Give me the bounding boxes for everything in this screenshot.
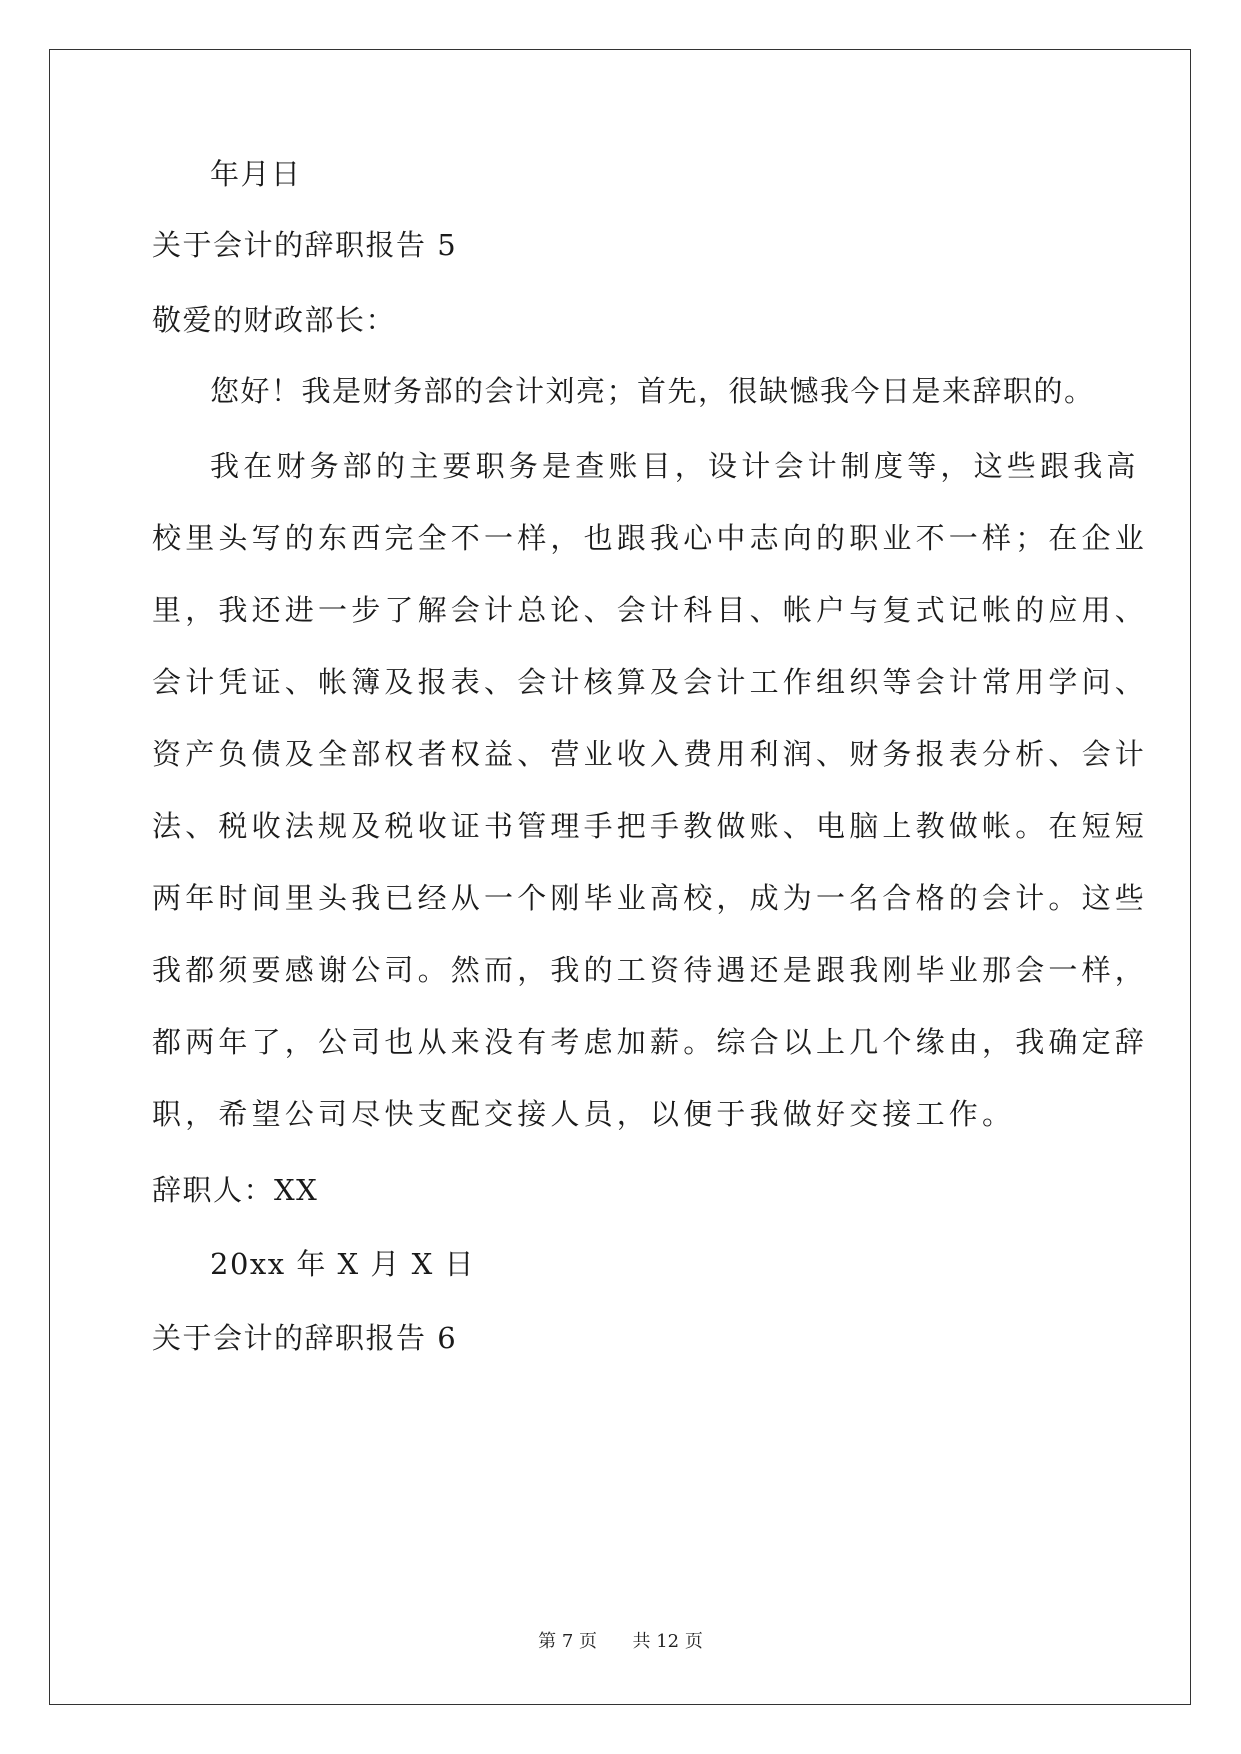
paragraph-line-2: 校里头写的东西完全不一样，也跟我心中志向的职业不一样；在企业 bbox=[152, 521, 1149, 555]
paragraph-line-7: 两年时间里头我已经从一个刚毕业高校，成为一名合格的会计。这些 bbox=[152, 881, 1149, 915]
paragraph-line-5: 资产负债及全部权者权益、营业收入费用利润、财务报表分析、会计 bbox=[152, 737, 1149, 771]
page-footer bbox=[0, 1630, 1241, 1654]
paragraph-line-6: 法、税收法规及税收证书管理手把手教做账、电脑上教做帐。在短短 bbox=[152, 809, 1149, 843]
paragraph-line-10: 职，希望公司尽快支配交接人员，以便于我做好交接工作。 bbox=[152, 1097, 1016, 1131]
paragraph-line-9: 都两年了，公司也从来没有考虑加薪。综合以上几个缘由，我确定辞 bbox=[152, 1025, 1149, 1059]
heading-report-5: 关于会计的辞职报告 5 bbox=[152, 228, 458, 262]
paragraph-line-4: 会计凭证、帐簿及报表、会计核算及会计工作组织等会计常用学问、 bbox=[152, 665, 1149, 699]
greeting-line: 您好！我是财务部的会计刘亮；首先，很缺憾我今日是来辞职的。 bbox=[210, 374, 1095, 408]
page-border bbox=[49, 49, 1191, 1705]
page-number: 第 7 页 bbox=[538, 1631, 598, 1652]
date-placeholder: 年月日 bbox=[210, 157, 302, 191]
page-total: 共 12 页 bbox=[632, 1631, 703, 1652]
heading-report-6: 关于会计的辞职报告 6 bbox=[152, 1321, 458, 1355]
paragraph-line-1: 我在财务部的主要职务是查账目，设计会计制度等，这些跟我高 bbox=[210, 449, 1140, 483]
paragraph-line-8: 我都须要感谢公司。然而，我的工资待遇还是跟我刚毕业那会一样， bbox=[152, 953, 1149, 987]
paragraph-line-3: 里，我还进一步了解会计总论、会计科目、帐户与复式记帐的应用、 bbox=[152, 593, 1149, 627]
sign-date: 20xx 年 X 月 X 日 bbox=[210, 1247, 475, 1281]
salutation: 敬爱的财政部长： bbox=[152, 303, 397, 337]
signer: 辞职人：XX bbox=[152, 1173, 319, 1207]
